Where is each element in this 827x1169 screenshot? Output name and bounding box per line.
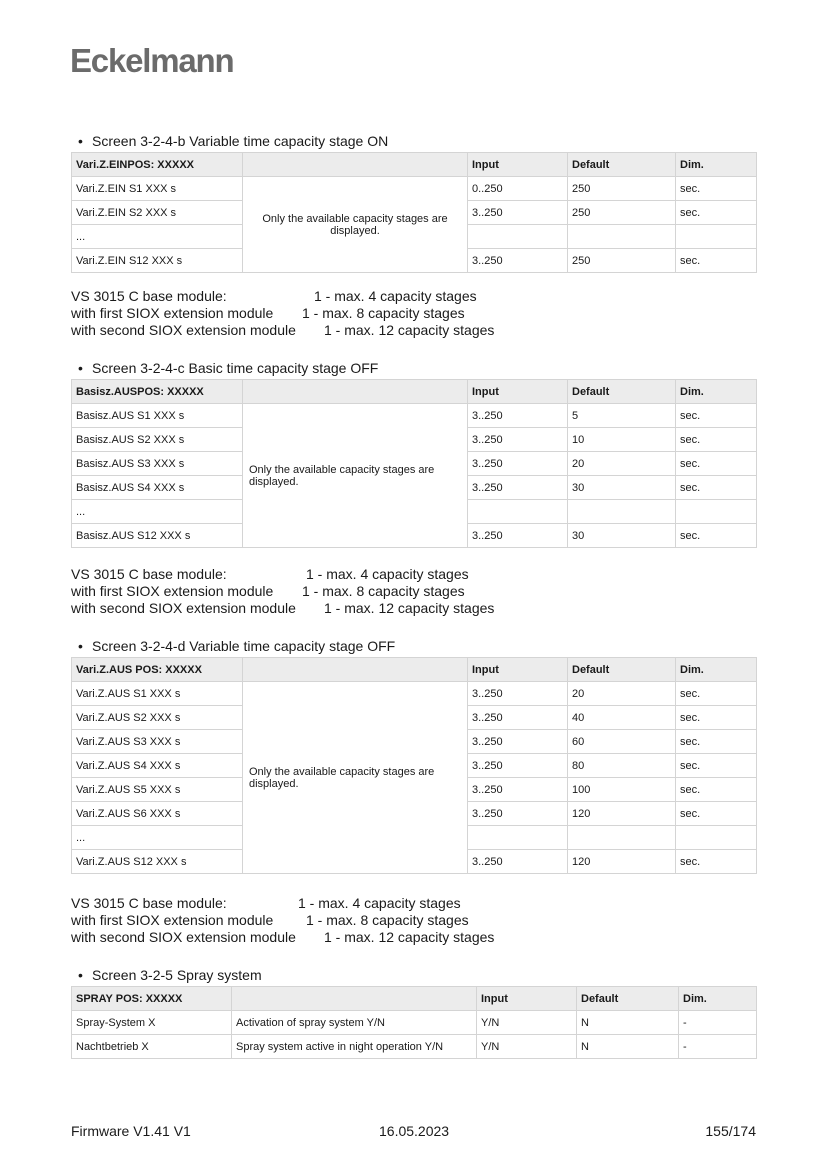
default-value: N	[577, 1035, 679, 1059]
header-cell: Basisz.AUSPOS: XXXXX	[72, 380, 243, 404]
bullet-icon: •	[78, 638, 83, 654]
module-note-row	[71, 322, 495, 339]
input-range: 3..250	[468, 730, 568, 754]
section-title-text: Screen 3-2-5 Spray system	[92, 967, 262, 983]
module-note-row	[71, 600, 495, 617]
header-cell: Input	[468, 380, 568, 404]
module-label: with second SIOX extension module	[71, 322, 296, 338]
input-range: 3..250	[468, 249, 568, 273]
input-range: 3..250	[468, 754, 568, 778]
default-value	[568, 826, 676, 850]
module-label: with first SIOX extension module	[71, 583, 274, 599]
dimension	[676, 826, 757, 850]
input-range: 3..250	[468, 682, 568, 706]
header-cell: Default	[568, 153, 676, 177]
dimension	[676, 225, 757, 249]
header-cell: Default	[568, 380, 676, 404]
dimension: sec.	[676, 802, 757, 826]
default-value: 5	[568, 404, 676, 428]
module-value: 1 - max. 4 capacity stages	[298, 895, 461, 911]
dimension: sec.	[676, 682, 757, 706]
module-value: 1 - max. 12 capacity stages	[324, 929, 495, 945]
section-title	[78, 133, 388, 149]
default-value: 20	[568, 452, 676, 476]
module-value: 1 - max. 12 capacity stages	[324, 322, 495, 338]
section-title	[78, 360, 378, 376]
table-header-row	[72, 658, 757, 682]
dimension: sec.	[676, 177, 757, 201]
header-cell: Dim.	[676, 153, 757, 177]
module-label: VS 3015 C base module:	[71, 895, 227, 911]
param-name: Vari.Z.AUS S6 XXX s	[72, 802, 243, 826]
header-cell: Vari.Z.AUS POS: XXXXX	[72, 658, 243, 682]
module-value: 1 - max. 8 capacity stages	[302, 305, 465, 321]
module-value: 1 - max. 8 capacity stages	[302, 583, 465, 599]
input-range: 0..250	[468, 177, 568, 201]
bullet-icon: •	[78, 360, 83, 376]
header-cell: Dim.	[679, 987, 757, 1011]
param-name: Vari.Z.EIN S2 XXX s	[72, 201, 243, 225]
eckelmann-logo: Eckelmann	[70, 42, 234, 79]
table-header-row	[72, 153, 757, 177]
table-row	[72, 177, 757, 201]
param-name: ...	[72, 826, 243, 850]
parameter-table	[71, 152, 757, 273]
table-header-row	[72, 380, 757, 404]
table-row	[72, 682, 757, 706]
footer-firmware: Firmware V1.41 V1	[71, 1123, 191, 1139]
section-title	[78, 967, 262, 983]
default-value: 80	[568, 754, 676, 778]
dimension: sec.	[676, 428, 757, 452]
module-notes	[71, 566, 495, 617]
input-range: 3..250	[468, 524, 568, 548]
bullet-icon: •	[78, 133, 83, 149]
default-value: 30	[568, 476, 676, 500]
module-notes	[71, 288, 495, 339]
section-title	[78, 638, 395, 654]
table-row	[72, 1035, 757, 1059]
module-note-row	[71, 895, 461, 912]
default-value: 120	[568, 850, 676, 874]
default-value: 60	[568, 730, 676, 754]
footer-page-number: 155/174	[705, 1123, 756, 1139]
default-value	[568, 225, 676, 249]
module-label: with first SIOX extension module	[71, 912, 274, 928]
param-name: ...	[72, 225, 243, 249]
parameter-table	[71, 986, 757, 1059]
module-note-row	[71, 912, 469, 929]
bullet-icon: •	[78, 967, 83, 983]
param-description: Spray system active in night operation Y/N	[232, 1035, 477, 1059]
header-cell: Dim.	[676, 380, 757, 404]
default-value: 250	[568, 249, 676, 273]
param-name: Vari.Z.AUS S3 XXX s	[72, 730, 243, 754]
module-label: with first SIOX extension module	[71, 305, 274, 321]
parameter-table	[71, 379, 757, 548]
module-label: VS 3015 C base module:	[71, 566, 227, 582]
input-range: 3..250	[468, 404, 568, 428]
dimension: -	[679, 1011, 757, 1035]
param-name: Vari.Z.EIN S12 XXX s	[72, 249, 243, 273]
dimension: sec.	[676, 778, 757, 802]
dimension: sec.	[676, 850, 757, 874]
param-name: Basisz.AUS S3 XXX s	[72, 452, 243, 476]
input-range: 3..250	[468, 201, 568, 225]
header-cell	[243, 153, 468, 177]
header-cell	[243, 658, 468, 682]
dimension: -	[679, 1035, 757, 1059]
module-note-row	[71, 288, 477, 305]
module-label: VS 3015 C base module:	[71, 288, 227, 304]
module-value: 1 - max. 4 capacity stages	[306, 566, 469, 582]
default-value: 30	[568, 524, 676, 548]
table-header-row	[72, 987, 757, 1011]
module-notes	[71, 895, 495, 946]
dimension	[676, 500, 757, 524]
section-title-text: Screen 3-2-4-d Variable time capacity stage OFF	[92, 638, 396, 654]
header-cell: Vari.Z.EINPOS: XXXXX	[72, 153, 243, 177]
param-name: Basisz.AUS S4 XXX s	[72, 476, 243, 500]
param-name: Vari.Z.EIN S1 XXX s	[72, 177, 243, 201]
param-name: Basisz.AUS S12 XXX s	[72, 524, 243, 548]
default-value: 250	[568, 177, 676, 201]
dimension: sec.	[676, 476, 757, 500]
input-range	[468, 826, 568, 850]
dimension: sec.	[676, 404, 757, 428]
param-name: Vari.Z.AUS S12 XXX s	[72, 850, 243, 874]
parameter-table	[71, 657, 757, 874]
param-name: Vari.Z.AUS S1 XXX s	[72, 682, 243, 706]
input-range: 3..250	[468, 802, 568, 826]
input-range: 3..250	[468, 428, 568, 452]
module-value: 1 - max. 8 capacity stages	[306, 912, 469, 928]
header-cell: SPRAY POS: XXXXX	[72, 987, 232, 1011]
input-range: 3..250	[468, 476, 568, 500]
footer-date: 16.05.2023	[379, 1123, 450, 1139]
header-cell: Default	[568, 658, 676, 682]
dimension: sec.	[676, 249, 757, 273]
module-label: with second SIOX extension module	[71, 600, 296, 616]
table-row	[72, 1011, 757, 1035]
input-range: 3..250	[468, 706, 568, 730]
default-value: 10	[568, 428, 676, 452]
dimension: sec.	[676, 730, 757, 754]
param-name: Basisz.AUS S1 XXX s	[72, 404, 243, 428]
default-value: 120	[568, 802, 676, 826]
input-range: 3..250	[468, 778, 568, 802]
input-range: Y/N	[477, 1011, 577, 1035]
module-value: 1 - max. 4 capacity stages	[314, 288, 477, 304]
default-value: N	[577, 1011, 679, 1035]
dimension: sec.	[676, 201, 757, 225]
dimension: sec.	[676, 524, 757, 548]
module-note-row	[71, 929, 495, 946]
header-cell: Input	[468, 658, 568, 682]
default-value: 40	[568, 706, 676, 730]
input-range: Y/N	[477, 1035, 577, 1059]
header-cell: Input	[468, 153, 568, 177]
header-cell	[243, 380, 468, 404]
default-value: 20	[568, 682, 676, 706]
input-range: 3..250	[468, 452, 568, 476]
input-range	[468, 500, 568, 524]
param-name: Vari.Z.AUS S5 XXX s	[72, 778, 243, 802]
default-value	[568, 500, 676, 524]
header-cell: Input	[477, 987, 577, 1011]
module-value: 1 - max. 12 capacity stages	[324, 600, 495, 616]
input-range	[468, 225, 568, 249]
table-row	[72, 404, 757, 428]
param-name: Basisz.AUS S2 XXX s	[72, 428, 243, 452]
param-description: Activation of spray system Y/N	[232, 1011, 477, 1035]
module-label: with second SIOX extension module	[71, 929, 296, 945]
dimension: sec.	[676, 706, 757, 730]
param-name: Nachtbetrieb X	[72, 1035, 232, 1059]
param-name: Vari.Z.AUS S2 XXX s	[72, 706, 243, 730]
dimension: sec.	[676, 452, 757, 476]
availability-note: Only the available capacity stages are displayed.	[243, 404, 468, 548]
module-note-row	[71, 566, 469, 583]
default-value: 250	[568, 201, 676, 225]
dimension: sec.	[676, 754, 757, 778]
section-title-text: Screen 3-2-4-b Variable time capacity stage ON	[92, 133, 389, 149]
availability-note: Only the available capacity stages are displayed.	[243, 177, 468, 273]
availability-note: Only the available capacity stages are displayed.	[243, 682, 468, 874]
default-value: 100	[568, 778, 676, 802]
module-note-row	[71, 583, 465, 600]
param-name: ...	[72, 500, 243, 524]
module-note-row	[71, 305, 465, 322]
section-title-text: Screen 3-2-4-c Basic time capacity stage OFF	[92, 360, 379, 376]
header-cell: Default	[577, 987, 679, 1011]
param-name: Spray-System X	[72, 1011, 232, 1035]
input-range: 3..250	[468, 850, 568, 874]
header-cell: Dim.	[676, 658, 757, 682]
param-name: Vari.Z.AUS S4 XXX s	[72, 754, 243, 778]
header-cell	[232, 987, 477, 1011]
